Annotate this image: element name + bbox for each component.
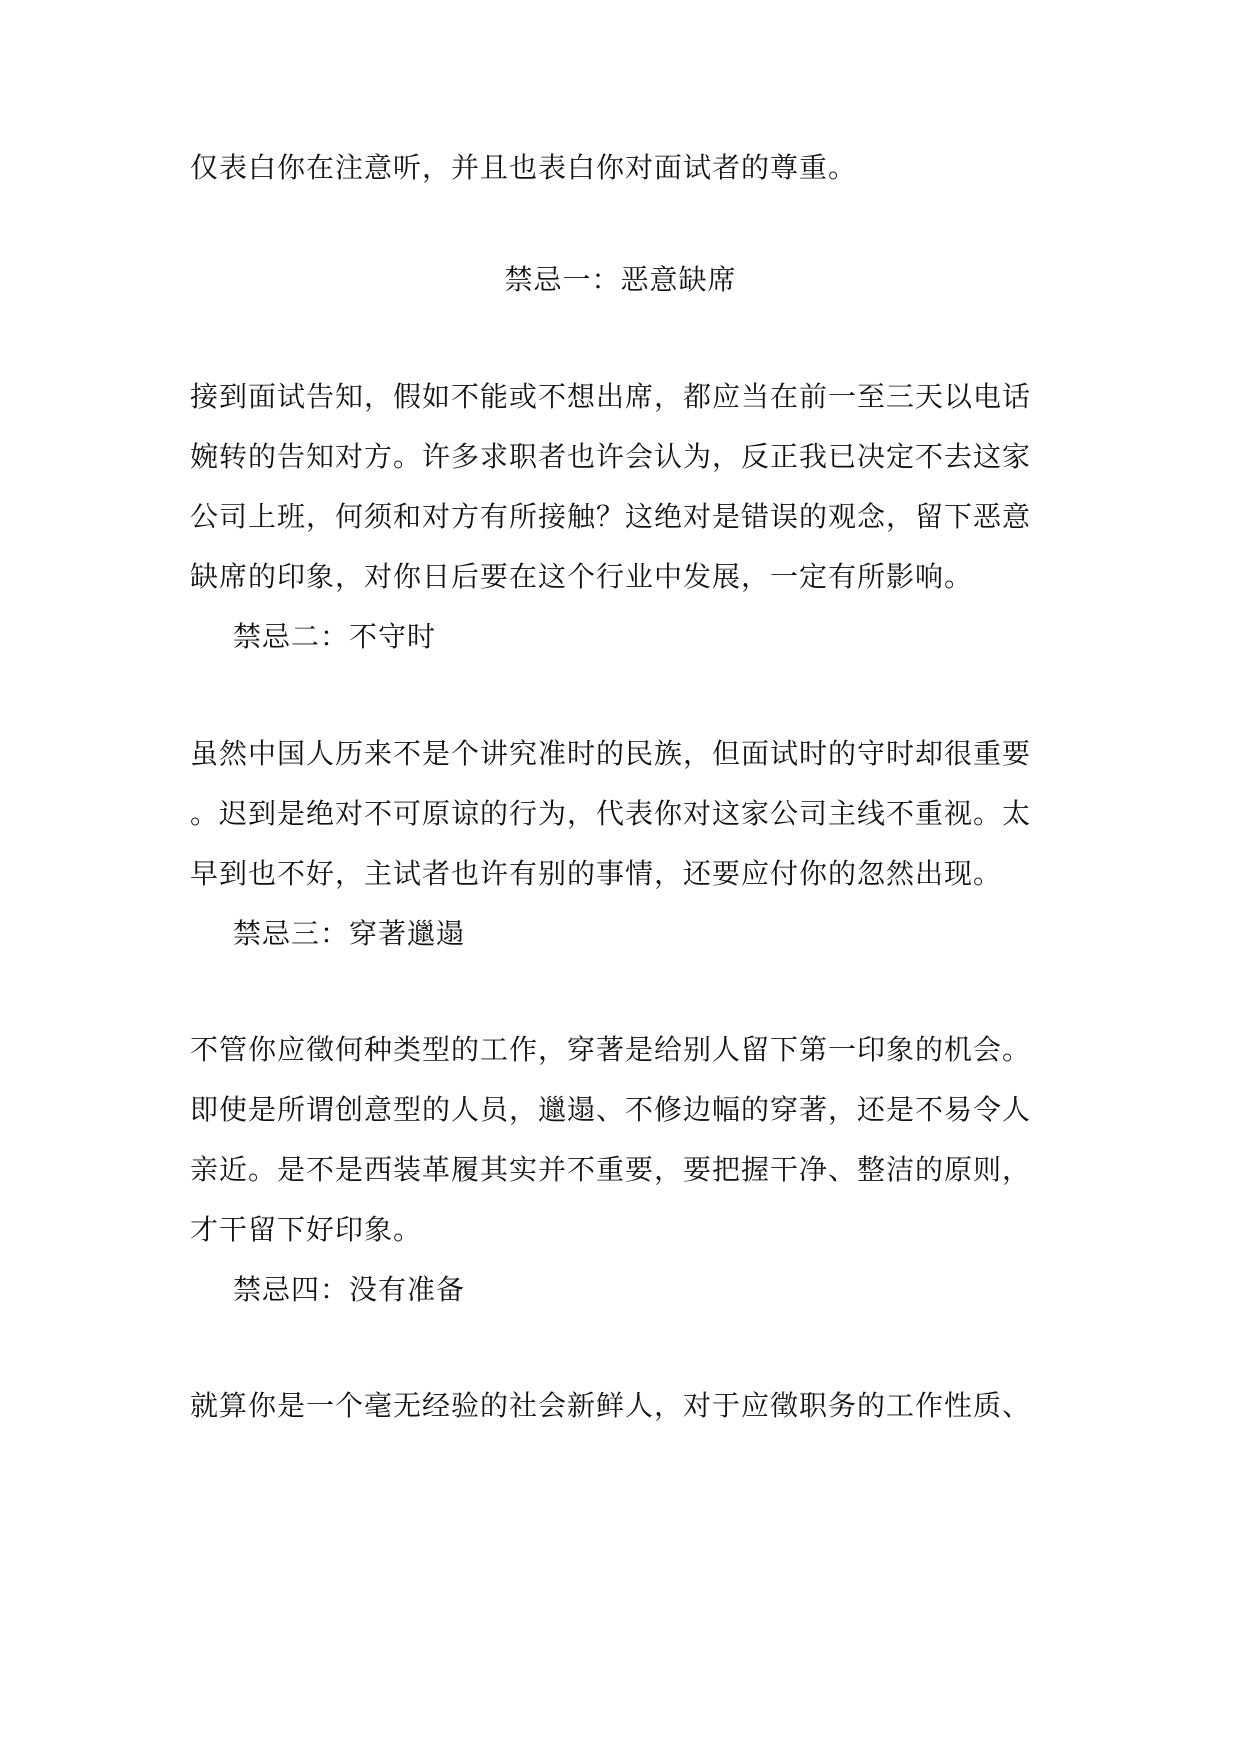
paragraph-line: 接到面试告知，假如不能或不想出席，都应当在前一至三天以电话 xyxy=(190,380,1032,413)
paragraph-line: 婉转的告知对方。许多求职者也许会认为，反正我已决定不去这家 xyxy=(190,440,1032,473)
paragraph-line: 才干留下好印象。 xyxy=(190,1213,423,1246)
paragraph-line: 就算你是一个毫无经验的社会新鲜人，对于应徵职务的工作性质、 xyxy=(190,1389,1032,1422)
paragraph-line: 公司上班，何须和对方有所接触？这绝对是错误的观念，留下恶意 xyxy=(190,500,1032,533)
paragraph-line: 虽然中国人历来不是个讲究准时的民族，但面试时的守时却很重要 xyxy=(190,737,1032,770)
section-heading: 禁忌一：恶意缺席 xyxy=(504,263,737,296)
paragraph-line: 。迟到是绝对不可原谅的行为，代表你对这家公司主线不重视。太 xyxy=(190,797,1032,830)
paragraph-line: 仅表白你在注意听，并且也表白你对面试者的尊重。 xyxy=(190,151,858,184)
section-heading: 禁忌二：不守时 xyxy=(233,620,437,653)
paragraph-line: 缺席的印象，对你日后要在这个行业中发展，一定有所影响。 xyxy=(190,560,974,593)
paragraph-line: 亲近。是不是西装革履其实并不重要，要把握干净、整洁的原则， xyxy=(190,1153,1032,1186)
paragraph-line: 早到也不好，主试者也许有别的事情，还要应付你的忽然出现。 xyxy=(190,857,1003,890)
section-heading: 禁忌四：没有准备 xyxy=(233,1273,466,1306)
section-heading: 禁忌三：穿著邋遢 xyxy=(233,917,466,950)
paragraph-line: 即使是所谓创意型的人员，邋遢、不修边幅的穿著，还是不易令人 xyxy=(190,1093,1032,1126)
paragraph-line: 不管你应徵何种类型的工作，穿著是给别人留下第一印象的机会。 xyxy=(190,1033,1032,1066)
